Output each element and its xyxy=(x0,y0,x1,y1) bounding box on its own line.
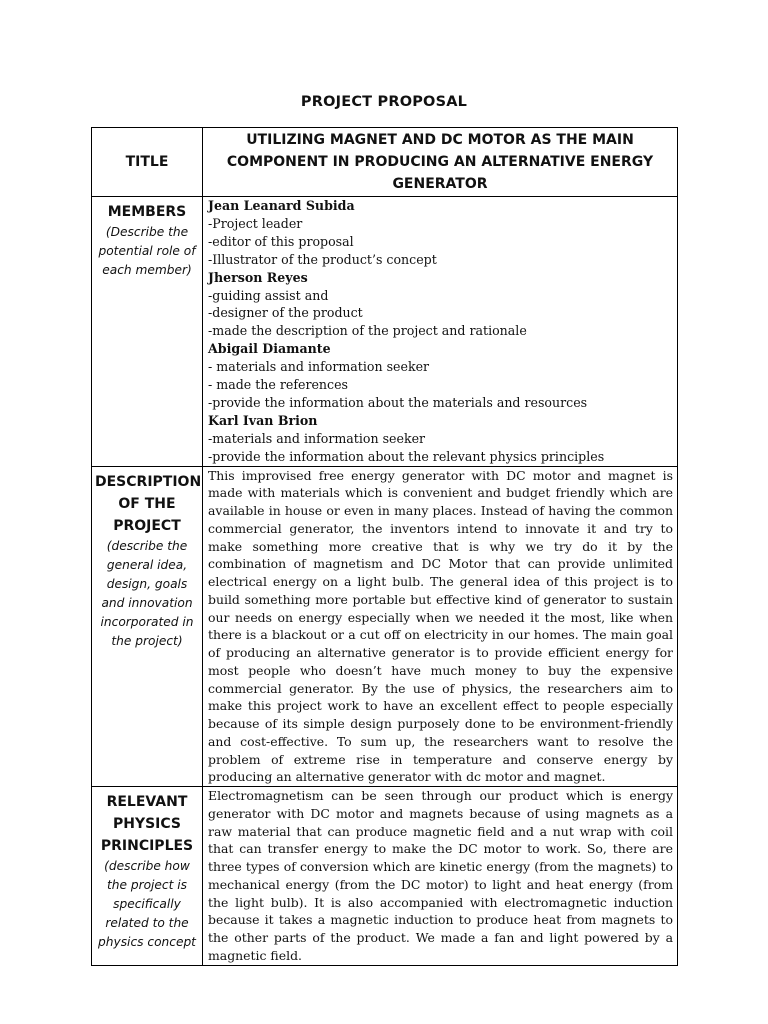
description-label-cell xyxy=(92,466,203,787)
member-name: Jherson Reyes xyxy=(208,269,308,285)
description-cell xyxy=(203,466,678,787)
member-name: Jean Leanard Subida xyxy=(208,198,355,213)
member-role: -provide the information about the materials and resources xyxy=(208,394,588,410)
physics-row xyxy=(92,787,678,966)
member-name: Karl Ivan Brion xyxy=(208,412,318,428)
title-label: TITLE xyxy=(125,154,169,170)
description-text: This improvised free energy generator with DC motor and magnet is made with materials which is convenient and budget friendly which are available in house or even in many places. Instead of having the common commercial generator, the inventors intend to innovate it and try to make something more creative that is why we try do it by the combination of magnetism and DC Motor that can provide unlimited electrical energy on a light bulb. The general idea of this project is to build something more portable but effective kind of generator to sustain our needs on energy especially when we needed it the most, like when there is a blackout or a cut off on electricity in our homes. The main goal of producing an alternative generator is to provide efficient energy for most people who doesn’t have much money to buy the expensive commercial generator. By the use of physics, the researchers aim to make this project work to have an excellent effect to people especially because of its simple design purposely done to be environment-friendly and cost-effective. To sum up, the researchers want to resolve the problem of extreme rise in temperature and conserve energy by producing an alternative generator with dc motor and magnet. xyxy=(208,467,673,785)
member-role: -Project leader xyxy=(208,215,303,231)
member-role: -Illustrator of the product’s concept xyxy=(208,251,437,267)
member-role: -materials and information seeker xyxy=(208,430,426,446)
title-label-cell xyxy=(92,128,203,197)
physics-hint: (describe how the project is specifically related to the physics concept xyxy=(98,859,196,950)
title-row xyxy=(92,128,678,197)
member-role: -designer of the product xyxy=(208,305,363,321)
member-role: - materials and information seeker xyxy=(208,359,430,375)
physics-text: Electromagnetism can be seen through our product which is energy generator with DC motor and magnets because of using magnets as a raw material that can produce magnetic field and a nut wrap with coil that can transfer energy to make the DC motor to work. So, there are three types of conversion which are kinetic energy (from the magnets) to mechanical energy (from the DC motor) to light and heat energy (from the light bulb). It is also accompanied with electromagnetic induction because it takes a magnetic induction to produce heat from magnets to the other parts of the product. We made a fan and light powered by a magnetic field. xyxy=(208,788,673,963)
member-role: -made the description of the project and rationale xyxy=(208,323,527,339)
physics-cell xyxy=(203,787,678,966)
member-role: -guiding assist and xyxy=(208,287,329,303)
members-label: MEMBERS xyxy=(107,204,187,220)
member-name: Abigail Diamante xyxy=(208,341,331,357)
members-list xyxy=(203,197,678,467)
title-value-cell xyxy=(203,128,678,197)
proposal-table xyxy=(91,127,678,966)
member-role: -editor of this proposal xyxy=(208,233,354,249)
members-hint: (Describe the potential role of each member) xyxy=(98,225,196,277)
description-row xyxy=(92,466,678,787)
members-label-cell xyxy=(92,197,203,467)
description-hint: (describe the general idea, design, goals and innovation incorporated in the project) xyxy=(100,538,194,648)
members-row xyxy=(92,197,678,467)
document-title: PROJECT PROPOSAL xyxy=(300,94,468,110)
physics-label-cell xyxy=(92,787,203,966)
physics-label: RELEVANT PHYSICS PRINCIPLES xyxy=(100,794,194,855)
member-role: -provide the information about the relevant physics principles xyxy=(208,448,605,464)
project-title: UTILIZING MAGNET AND DC MOTOR AS THE MAIN COMPONENT IN PRODUCING AN ALTERNATIVE ENERGY GENERATOR xyxy=(226,132,654,192)
member-role: - made the references xyxy=(208,377,348,393)
description-label: DESCRIPTION OF THE PROJECT xyxy=(95,473,202,534)
